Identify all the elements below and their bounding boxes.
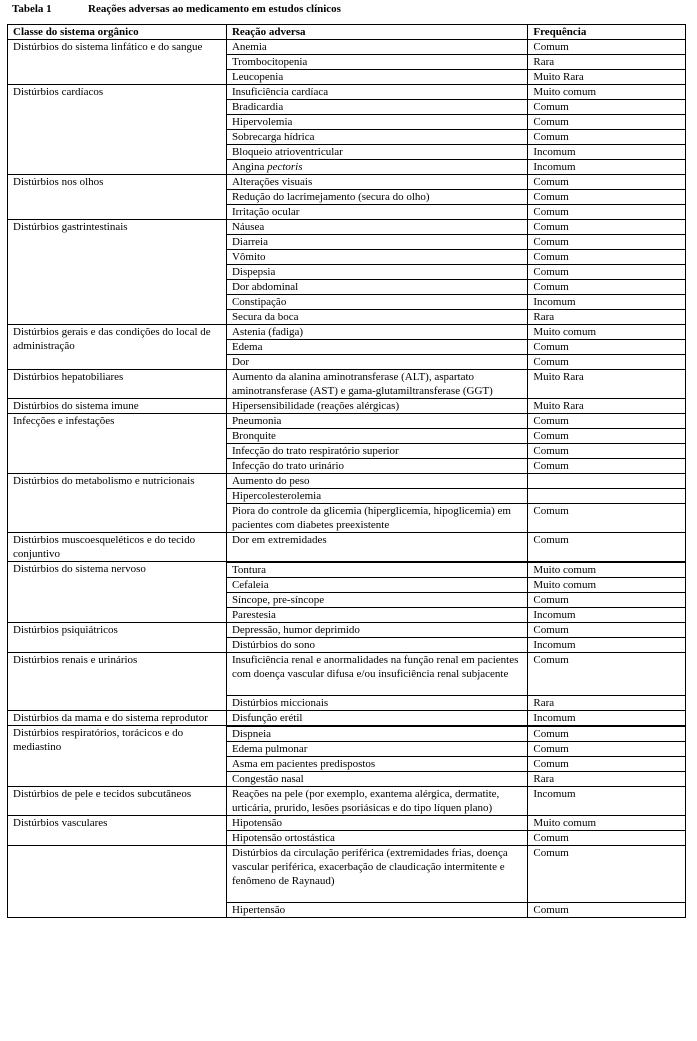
reaction-text: Dispneia xyxy=(231,728,272,740)
frequency-cell: Muito Rara xyxy=(528,70,686,85)
table-row xyxy=(8,623,686,638)
table-title: Reações adversas ao medicamento em estudos clínicos xyxy=(88,3,341,15)
frequency-cell: Comum xyxy=(528,623,686,638)
reaction-text: Dor abdominal xyxy=(231,281,299,293)
frequency-cell xyxy=(528,474,686,489)
frequency-cell: Comum xyxy=(528,40,686,55)
frequency-cell: Comum xyxy=(528,429,686,444)
reaction-text: Leucopenia xyxy=(231,71,284,83)
adverse-reaction-cell xyxy=(226,340,527,355)
frequency-cell: Muito Rara xyxy=(528,370,686,399)
reaction-text: Bradicardia xyxy=(231,101,284,113)
reaction-text: Constipação xyxy=(231,296,287,308)
frequency-cell: Rara xyxy=(528,55,686,70)
adverse-reaction-cell xyxy=(226,489,527,504)
frequency-cell: Comum xyxy=(528,414,686,429)
frequency-cell: Comum xyxy=(528,280,686,295)
adverse-reaction-cell xyxy=(226,414,527,429)
adverse-reaction-cell xyxy=(226,696,527,711)
reaction-text: Piora do controle da glicemia (hiperglicemia, hipoglicemia) em pacientes com diabetes preexistente xyxy=(231,505,511,531)
reaction-text: Sobrecarga hídrica xyxy=(231,131,315,143)
adverse-reaction-cell xyxy=(226,816,527,831)
adverse-reaction-cell xyxy=(226,280,527,295)
reaction-text: Anemia xyxy=(231,41,267,53)
organ-class-cell: Distúrbios muscoesqueléticos e do tecido conjuntivo xyxy=(8,533,227,562)
frequency-cell: Comum xyxy=(528,533,686,562)
frequency-cell: Comum xyxy=(528,190,686,205)
reaction-text: Hipotensão ortostástica xyxy=(231,832,335,844)
reaction-text: Diarreia xyxy=(231,236,268,248)
table-row xyxy=(8,85,686,100)
header-row xyxy=(8,25,686,40)
reaction-text: Hipervolemia xyxy=(231,116,293,128)
adverse-reaction-cell xyxy=(226,608,527,623)
organ-class-cell: Distúrbios nos olhos xyxy=(8,175,227,220)
adverse-reaction-cell xyxy=(226,711,527,726)
reaction-text: Infecção do trato urinário xyxy=(231,460,345,472)
adverse-reaction-cell xyxy=(226,70,527,85)
adverse-reaction-cell xyxy=(226,310,527,325)
adverse-reaction-cell xyxy=(226,474,527,489)
adverse-reaction-cell xyxy=(226,399,527,414)
frequency-cell xyxy=(528,489,686,504)
frequency-cell: Muito comum xyxy=(528,816,686,831)
table-row xyxy=(8,787,686,816)
reaction-text: Depressão, humor deprimido xyxy=(231,624,360,636)
reaction-text: Hipertensão xyxy=(231,904,286,916)
organ-class-cell xyxy=(8,846,227,918)
table-row xyxy=(8,711,686,726)
table-caption xyxy=(12,3,692,17)
reaction-text: Edema pulmonar xyxy=(231,743,308,755)
adverse-reaction-cell xyxy=(226,295,527,310)
frequency-cell: Comum xyxy=(528,593,686,608)
reaction-text: Irritação ocular xyxy=(231,206,300,218)
adverse-reaction-cell xyxy=(226,444,527,459)
table-row xyxy=(8,846,686,903)
table-row xyxy=(8,175,686,190)
adverse-reaction-cell xyxy=(226,220,527,235)
adverse-reaction-cell xyxy=(226,370,527,399)
reaction-text: Aumento da alanina aminotransferase (ALT), aspartato aminotransferase (AST) e gama-glutamiltransferase (GGT) xyxy=(231,371,493,397)
reaction-text: Redução do lacrimejamento (secura do olho) xyxy=(231,191,430,203)
table-row xyxy=(8,220,686,235)
organ-class-cell: Infecções e infestações xyxy=(8,414,227,474)
frequency-cell: Incomum xyxy=(528,608,686,623)
adverse-reaction-cell xyxy=(226,250,527,265)
frequency-cell: Comum xyxy=(528,653,686,696)
adverse-reaction-cell xyxy=(226,623,527,638)
reaction-text: Tontura xyxy=(231,564,266,576)
adverse-reaction-cell xyxy=(226,593,527,608)
reaction-text: Parestesia xyxy=(231,609,276,621)
frequency-cell: Comum xyxy=(528,757,686,772)
reaction-text: Dor em extremidades xyxy=(231,534,327,546)
frequency-cell: Muito comum xyxy=(528,578,686,593)
reaction-text: Trombocitopenia xyxy=(231,56,308,68)
adverse-reaction-cell xyxy=(226,160,527,175)
frequency-cell: Comum xyxy=(528,115,686,130)
header-adverse-reaction: Reação adversa xyxy=(226,25,527,40)
reaction-text: Pneumonia xyxy=(231,415,282,427)
organ-class-cell: Distúrbios do sistema imune xyxy=(8,399,227,414)
frequency-cell: Muito Rara xyxy=(528,399,686,414)
organ-class-cell: Distúrbios hepatobiliares xyxy=(8,370,227,399)
organ-class-cell: Distúrbios de pele e tecidos subcutâneos xyxy=(8,787,227,816)
organ-class-cell: Distúrbios gastrintestinais xyxy=(8,220,227,325)
adverse-reaction-cell xyxy=(226,653,527,696)
reaction-text: Dispepsia xyxy=(231,266,276,278)
table-row xyxy=(8,370,686,399)
frequency-cell: Incomum xyxy=(528,160,686,175)
adverse-reaction-cell xyxy=(226,115,527,130)
table-row xyxy=(8,325,686,340)
adverse-reaction-cell xyxy=(226,40,527,55)
frequency-cell: Incomum xyxy=(528,145,686,160)
organ-class-cell: Distúrbios renais e urinários xyxy=(8,653,227,711)
adverse-reaction-cell xyxy=(226,578,527,593)
frequency-cell: Incomum xyxy=(528,787,686,816)
frequency-cell: Incomum xyxy=(528,711,686,726)
frequency-cell: Comum xyxy=(528,727,686,742)
reaction-text: Angina xyxy=(231,161,265,173)
organ-class-cell: Distúrbios cardíacos xyxy=(8,85,227,175)
reaction-text: Congestão nasal xyxy=(231,773,304,785)
adverse-reaction-cell xyxy=(226,787,527,816)
adverse-reaction-cell xyxy=(226,130,527,145)
table-row xyxy=(8,533,686,562)
reaction-text: Bloqueio atrioventricular xyxy=(231,146,343,158)
adverse-reaction-cell xyxy=(226,145,527,160)
table-number: Tabela 1 xyxy=(12,3,52,15)
frequency-cell: Comum xyxy=(528,340,686,355)
frequency-cell: Comum xyxy=(528,459,686,474)
reaction-text: Asma em pacientes predispostos xyxy=(231,758,376,770)
adverse-reaction-cell xyxy=(226,55,527,70)
reaction-text: Distúrbios do sono xyxy=(231,639,316,651)
adverse-reaction-cell xyxy=(226,727,527,742)
reaction-text: Hipersensibilidade (reações alérgicas) xyxy=(231,400,400,412)
frequency-cell: Incomum xyxy=(528,638,686,653)
frequency-cell: Comum xyxy=(528,742,686,757)
table-row xyxy=(8,40,686,55)
frequency-cell: Comum xyxy=(528,235,686,250)
frequency-cell: Comum xyxy=(528,846,686,903)
adverse-reaction-cell xyxy=(226,175,527,190)
frequency-cell: Comum xyxy=(528,444,686,459)
reaction-text: Insuficiência renal e anormalidades na função renal em pacientes com doença vascular difusa e/ou insuficiência renal subjacente xyxy=(231,654,519,680)
adverse-reaction-cell xyxy=(226,325,527,340)
header-organ-class: Classe do sistema orgânico xyxy=(8,25,227,40)
adverse-reaction-cell xyxy=(226,772,527,787)
reaction-text: Distúrbios da circulação periférica (extremidades frias, doença vascular periférica, exacerbação de claudicação intermitente e fenômeno de Raynaud) xyxy=(231,847,508,887)
reaction-text: Infecção do trato respiratório superior xyxy=(231,445,399,457)
adverse-reactions-table xyxy=(7,24,686,918)
frequency-cell: Muito comum xyxy=(528,325,686,340)
header-frequency: Frequência xyxy=(528,25,686,40)
frequency-cell: Rara xyxy=(528,772,686,787)
organ-class-cell: Distúrbios da mama e do sistema reprodutor xyxy=(8,711,227,726)
reaction-text: Síncope, pre-síncope xyxy=(231,594,325,606)
reaction-text: Edema xyxy=(231,341,263,353)
reaction-text: Aumento do peso xyxy=(231,475,310,487)
reaction-italic-text: pectoris xyxy=(267,161,303,173)
adverse-reaction-cell xyxy=(226,235,527,250)
organ-class-cell: Distúrbios do sistema nervoso xyxy=(8,562,227,623)
organ-class-cell: Distúrbios vasculares xyxy=(8,816,227,846)
reaction-text: Distúrbios miccionais xyxy=(231,697,329,709)
adverse-reaction-cell xyxy=(226,504,527,533)
reaction-text: Alterações visuais xyxy=(231,176,313,188)
frequency-cell: Comum xyxy=(528,504,686,533)
adverse-reaction-cell xyxy=(226,533,527,562)
frequency-cell: Comum xyxy=(528,100,686,115)
adverse-reaction-cell xyxy=(226,563,527,578)
table-row xyxy=(8,399,686,414)
adverse-reaction-cell xyxy=(226,846,527,903)
frequency-cell: Comum xyxy=(528,205,686,220)
reaction-text: Disfunção erétil xyxy=(231,712,303,724)
adverse-reaction-cell xyxy=(226,205,527,220)
frequency-cell: Comum xyxy=(528,130,686,145)
frequency-cell: Comum xyxy=(528,175,686,190)
frequency-cell: Comum xyxy=(528,903,686,918)
adverse-reaction-cell xyxy=(226,265,527,280)
adverse-reaction-cell xyxy=(226,429,527,444)
organ-class-cell: Distúrbios gerais e das condições do local de administração xyxy=(8,325,227,370)
adverse-reaction-cell xyxy=(226,190,527,205)
reaction-text: Insuficiência cardíaca xyxy=(231,86,329,98)
frequency-cell: Comum xyxy=(528,265,686,280)
adverse-reaction-cell xyxy=(226,742,527,757)
reaction-text: Hipercolesterolemia xyxy=(231,490,322,502)
adverse-reaction-cell xyxy=(226,100,527,115)
table-row xyxy=(8,414,686,429)
adverse-reaction-cell xyxy=(226,85,527,100)
frequency-cell: Comum xyxy=(528,250,686,265)
reaction-text: Secura da boca xyxy=(231,311,299,323)
adverse-reaction-cell xyxy=(226,638,527,653)
frequency-cell: Comum xyxy=(528,831,686,846)
frequency-cell: Comum xyxy=(528,355,686,370)
table-row xyxy=(8,474,686,489)
organ-class-cell: Distúrbios psiquiátricos xyxy=(8,623,227,653)
adverse-reaction-cell xyxy=(226,459,527,474)
organ-class-cell: Distúrbios do sistema linfático e do sangue xyxy=(8,40,227,85)
reaction-text: Hipotensão xyxy=(231,817,283,829)
frequency-cell: Rara xyxy=(528,696,686,711)
reaction-text: Bronquite xyxy=(231,430,276,442)
adverse-reaction-cell xyxy=(226,757,527,772)
adverse-reaction-cell xyxy=(226,903,527,918)
table-row xyxy=(8,653,686,696)
frequency-cell: Muito comum xyxy=(528,85,686,100)
table-row xyxy=(8,816,686,831)
adverse-reaction-cell xyxy=(226,831,527,846)
organ-class-cell: Distúrbios respiratórios, torácicos e do mediastino xyxy=(8,726,227,787)
reaction-text: Cefaleia xyxy=(231,579,269,591)
reaction-text: Astenia (fadiga) xyxy=(231,326,304,338)
reaction-text: Reações na pele (por exemplo, exantema alérgica, dermatite, urticária, prurido, lesões psoriásicas e do tipo líquen plano) xyxy=(231,788,500,814)
frequency-cell: Muito comum xyxy=(528,563,686,578)
adverse-reaction-cell xyxy=(226,355,527,370)
frequency-cell: Rara xyxy=(528,310,686,325)
reaction-text: Náusea xyxy=(231,221,265,233)
organ-class-cell: Distúrbios do metabolismo e nutricionais xyxy=(8,474,227,533)
frequency-cell: Comum xyxy=(528,220,686,235)
reaction-text: Vômito xyxy=(231,251,266,263)
frequency-cell: Incomum xyxy=(528,295,686,310)
reaction-text: Dor xyxy=(231,356,250,368)
